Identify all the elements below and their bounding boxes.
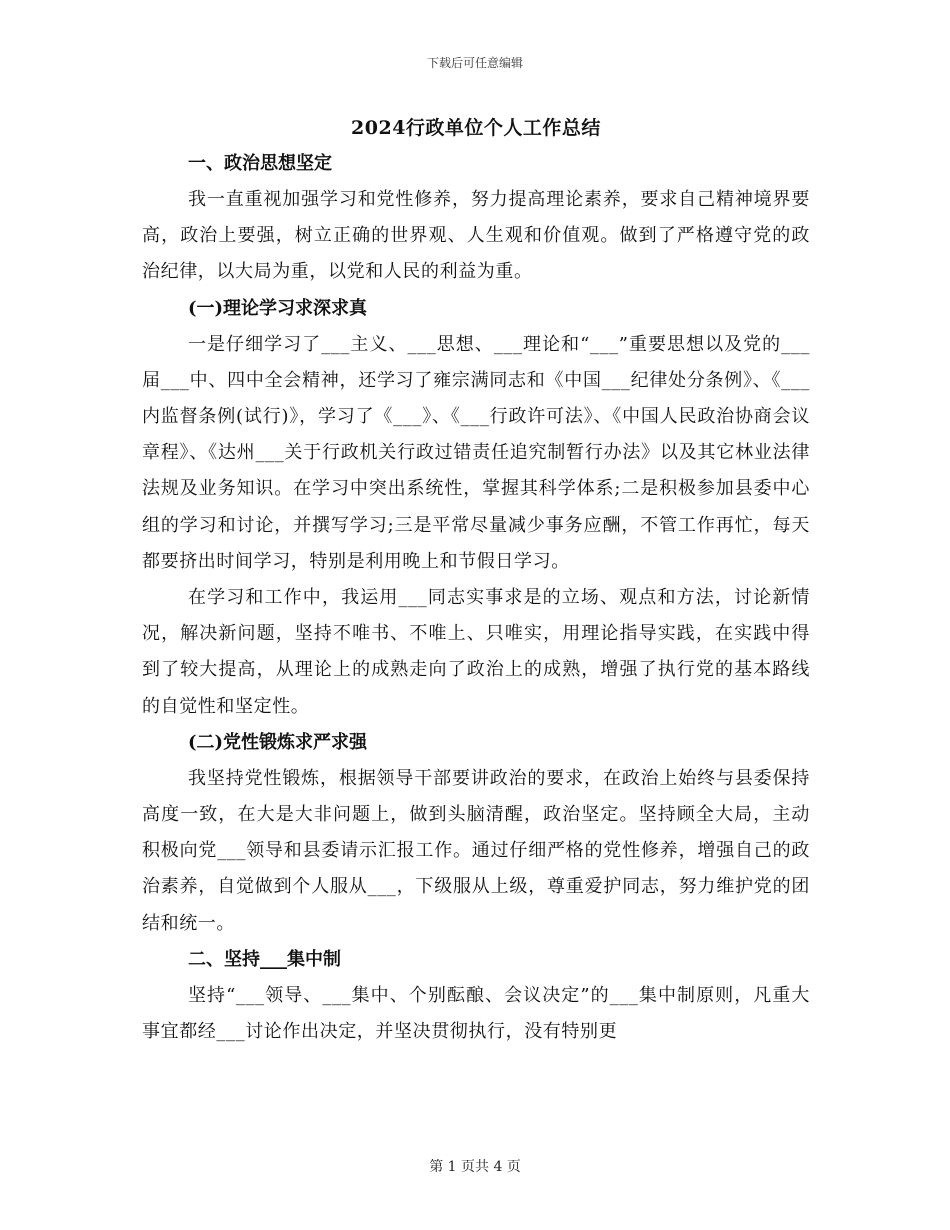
paragraph: 我坚持党性锻炼，根据领导干部要讲政治的要求，在政治上始终与县委保持高度一致，在大是大非问题上，做到头脑清醒，政治坚定。坚持顾全大局，主动积极向党___领导和县委请示汇报工作。通过仔细严格的党性修养，增强自己的政治素养，自觉做到个人服从___，下级服从上级，尊重爱护同志，努力维护党的团结和统一。 [142,767,810,934]
section-heading-2: 二、坚持___集中制 [188,948,341,970]
paragraph: 在学习和工作中，我运用___同志实事求是的立场、观点和方法，讨论新情况，解决新问题，坚持不唯书、不唯上、只唯实，用理论指导实践，在实践中得到了较大提高，从理论上的成熟走向了政治上的成熟，增强了执行党的基本路线的自觉性和坚定性。 [142,587,810,717]
paragraph: 坚持“___领导、___集中、个别酝酿、会议决定”的___集中制原则，凡重大事宜都经___讨论作出决定，并坚决贯彻执行，没有特别更 [142,984,810,1043]
header-note: 下载后可任意编辑 [426,56,523,70]
document-title: 2024行政单位个人工作总结 [351,117,601,139]
document-body [142,112,810,1050]
paragraph: 一是仔细学习了___主义、___思想、___理论和“___”重要思想以及党的___届___中、四中全会精神，还学习了雍宗满同志和《中国___纪律处分条例》、《___内监督条例(试行)》，学习了《___》、《___行政许可法》、《中国人民政治协商会议章程》、《达州___关于行政机关行政过错责任追究制暂行办法》以及其它林业法律法规及业务知识。在学习中突出系统性，掌握其科学体系;二是积极参加县委中心组的学习和讨论，并撰写学习;三是平常尽量减少事务应酬，不管工作再忙，每天都要挤出时间学习，特别是利用晚上和节假日学习。 [142,333,810,572]
subsection-heading-1a: (一)理论学习求深求真 [188,297,368,319]
subsection-heading-1b: (二)党性锻炼求严求强 [188,731,368,753]
section-heading-1: 一、政治思想坚定 [188,153,332,174]
paragraph: 我一直重视加强学习和党性修养，努力提高理论素养，要求自己精神境界要高，政治上要强，树立正确的世界观、人生观和价值观。做到了严格遵守党的政治纪律，以大局为重，以党和人民的利益为重。 [142,189,810,283]
page-footer: 第 1 页共 4 页 [429,1159,521,1175]
